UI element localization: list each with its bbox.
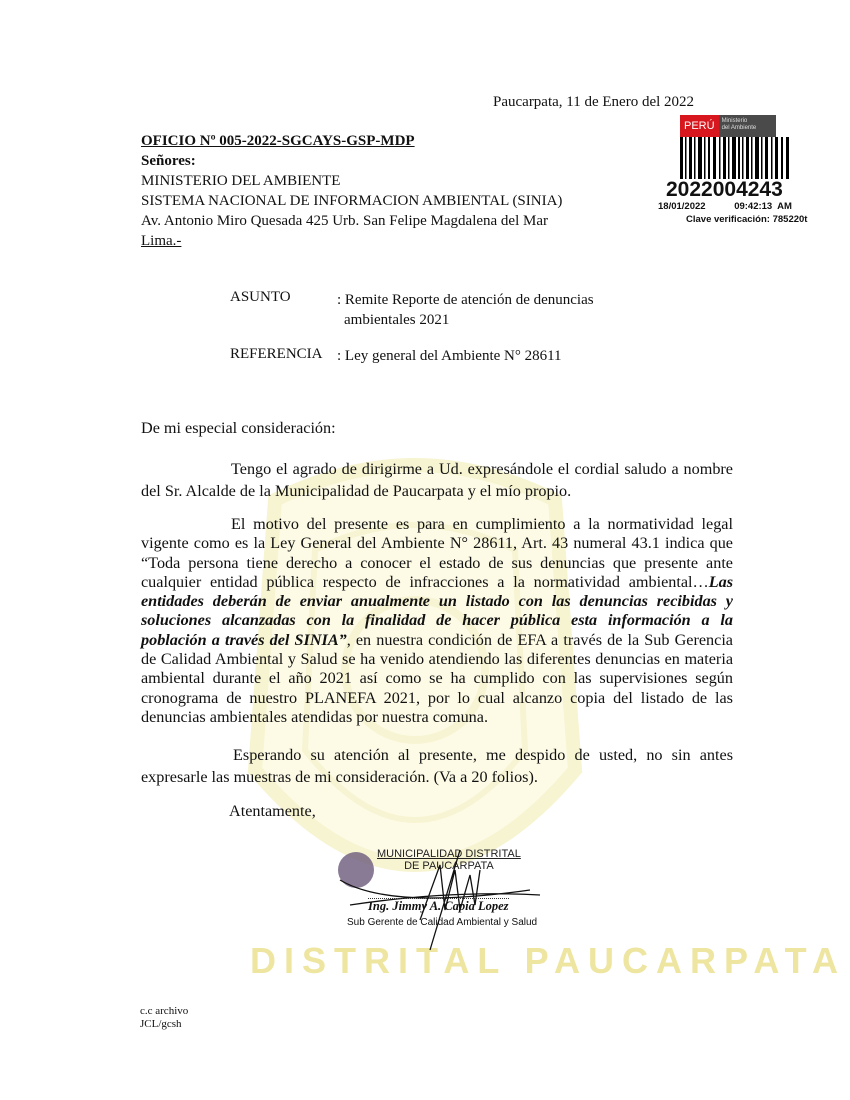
- oficio-number: OFICIO Nº 005-2022-SGCAYS-GSP-MDP: [141, 133, 415, 149]
- recipient-line-2: SISTEMA NACIONAL DE INFORMACION AMBIENTAL (SINIA): [141, 193, 563, 209]
- paragraph-3: [141, 744, 733, 788]
- emphasized-quote-text: Las: [708, 572, 733, 591]
- recipient-city: Lima.-: [141, 233, 182, 249]
- paragraph-line: [141, 669, 733, 688]
- body-text: denuncias ambientales atendidas por nuestra comuna.: [141, 707, 489, 726]
- greeting: De mi especial consideración:: [141, 419, 336, 437]
- paragraph-line: [141, 708, 733, 727]
- body-text: , en nuestra condición de EFA a través de la Sub Gerencia: [346, 630, 733, 649]
- reception-stamp: [654, 115, 850, 227]
- emphasized-quote-text: entidades deberán de enviar anualmente un listado con las denuncias recibidas y: [141, 592, 733, 611]
- referencia-label: REFERENCIA: [230, 346, 323, 362]
- paragraph-line: [141, 592, 733, 611]
- paragraph-line: [141, 744, 733, 766]
- paragraph-line: [141, 480, 733, 502]
- footer-initials: JCL/gcsh: [140, 1018, 182, 1030]
- recipient-address: Av. Antonio Miro Quesada 425 Urb. San Felipe Magdalena del Mar: [141, 213, 548, 229]
- peru-logo: PERÚ: [680, 115, 719, 137]
- paragraph-line: [141, 611, 733, 630]
- body-text: El motivo del presente es para en cumplimiento a la normatividad legal: [231, 515, 733, 533]
- signature-stamp-org: MUNICIPALIDAD DISTRITAL DE PAUCARPATA: [377, 848, 521, 872]
- paragraph-line: [141, 515, 733, 534]
- body-text: del Sr. Alcalde de la Municipalidad de Paucarpata y el mío propio.: [141, 482, 572, 500]
- paragraph-1: [141, 458, 733, 502]
- paragraph-line: [141, 689, 733, 708]
- body-text: cualquier entidad pública respecto de infracciones a la normatividad ambiental…: [141, 572, 709, 591]
- paragraph-line: [141, 573, 733, 592]
- body-text: Esperando su atención al presente, me despido de usted, no sin antes: [233, 746, 733, 764]
- body-text: ambiental durante el año 2021 así como se ha cumplido con las supervisiones según: [141, 669, 733, 688]
- paragraph-line: [141, 631, 733, 650]
- body-text: de Calidad Ambiental y Salud se ha venido atendiendo las diferentes denuncias en materia: [141, 650, 733, 669]
- emphasized-quote-text: población a través del SINIA”: [141, 630, 347, 649]
- paragraph-line: [141, 534, 733, 553]
- closing: Atentamente,: [229, 802, 316, 820]
- footer-notes: [140, 1005, 188, 1031]
- paragraph-line: [141, 766, 733, 788]
- paragraph-2: [141, 515, 733, 727]
- signer-name: Ing. Jimmy A. Capia Lopez: [368, 899, 509, 913]
- registration-number: 2022004243: [666, 178, 783, 201]
- verification-code: Clave verificación: 785220t: [686, 214, 808, 225]
- body-text: “Toda persona tiene derecho a conocer el estado de sus denuncias que presente ante: [141, 553, 733, 572]
- signer-title: Sub Gerente de Calidad Ambiental y Salud: [347, 917, 538, 928]
- referencia-value: : Ley general del Ambiente N° 28611: [337, 348, 562, 364]
- body-text: cronograma de nuestro PLANEFA 2021, por lo cual alcanzo copia del listado de las: [141, 688, 733, 707]
- paragraph-line: [141, 458, 733, 480]
- asunto-value: : Remite Reporte de atención de denuncias ambientales 2021: [337, 292, 594, 328]
- recipient-line-1: MINISTERIO DEL AMBIENTE: [141, 173, 341, 189]
- date-line: Paucarpata, 11 de Enero del 2022: [493, 94, 695, 110]
- stamp-time: 09:42:13 AM: [734, 201, 792, 212]
- footer-cc: c.c archivo: [140, 1005, 189, 1017]
- salutation: Señores:: [141, 153, 196, 169]
- barcode: [680, 137, 792, 179]
- body-text: vigente como es la Ley General del Ambiente N° 28611, Art. 43 numeral 43.1 indica que: [141, 534, 733, 553]
- ministry-logo: Ministerio del Ambiente: [719, 115, 776, 137]
- body-text: expresarle las muestras de mi consideración. (Va a 20 folios).: [141, 768, 538, 786]
- watermark-text: DISTRITAL PAUCARPATA: [250, 940, 846, 981]
- paragraph-line: [141, 554, 733, 573]
- paragraph-line: [141, 650, 733, 669]
- body-text: Tengo el agrado de dirigirme a Ud. expresándole el cordial saludo a nombre: [231, 460, 733, 478]
- stamp-date: 18/01/2022: [658, 201, 706, 212]
- asunto-label: ASUNTO: [230, 289, 291, 305]
- emphasized-quote-text: soluciones alcanzadas con la finalidad de hacer pública esta información a la: [141, 611, 733, 630]
